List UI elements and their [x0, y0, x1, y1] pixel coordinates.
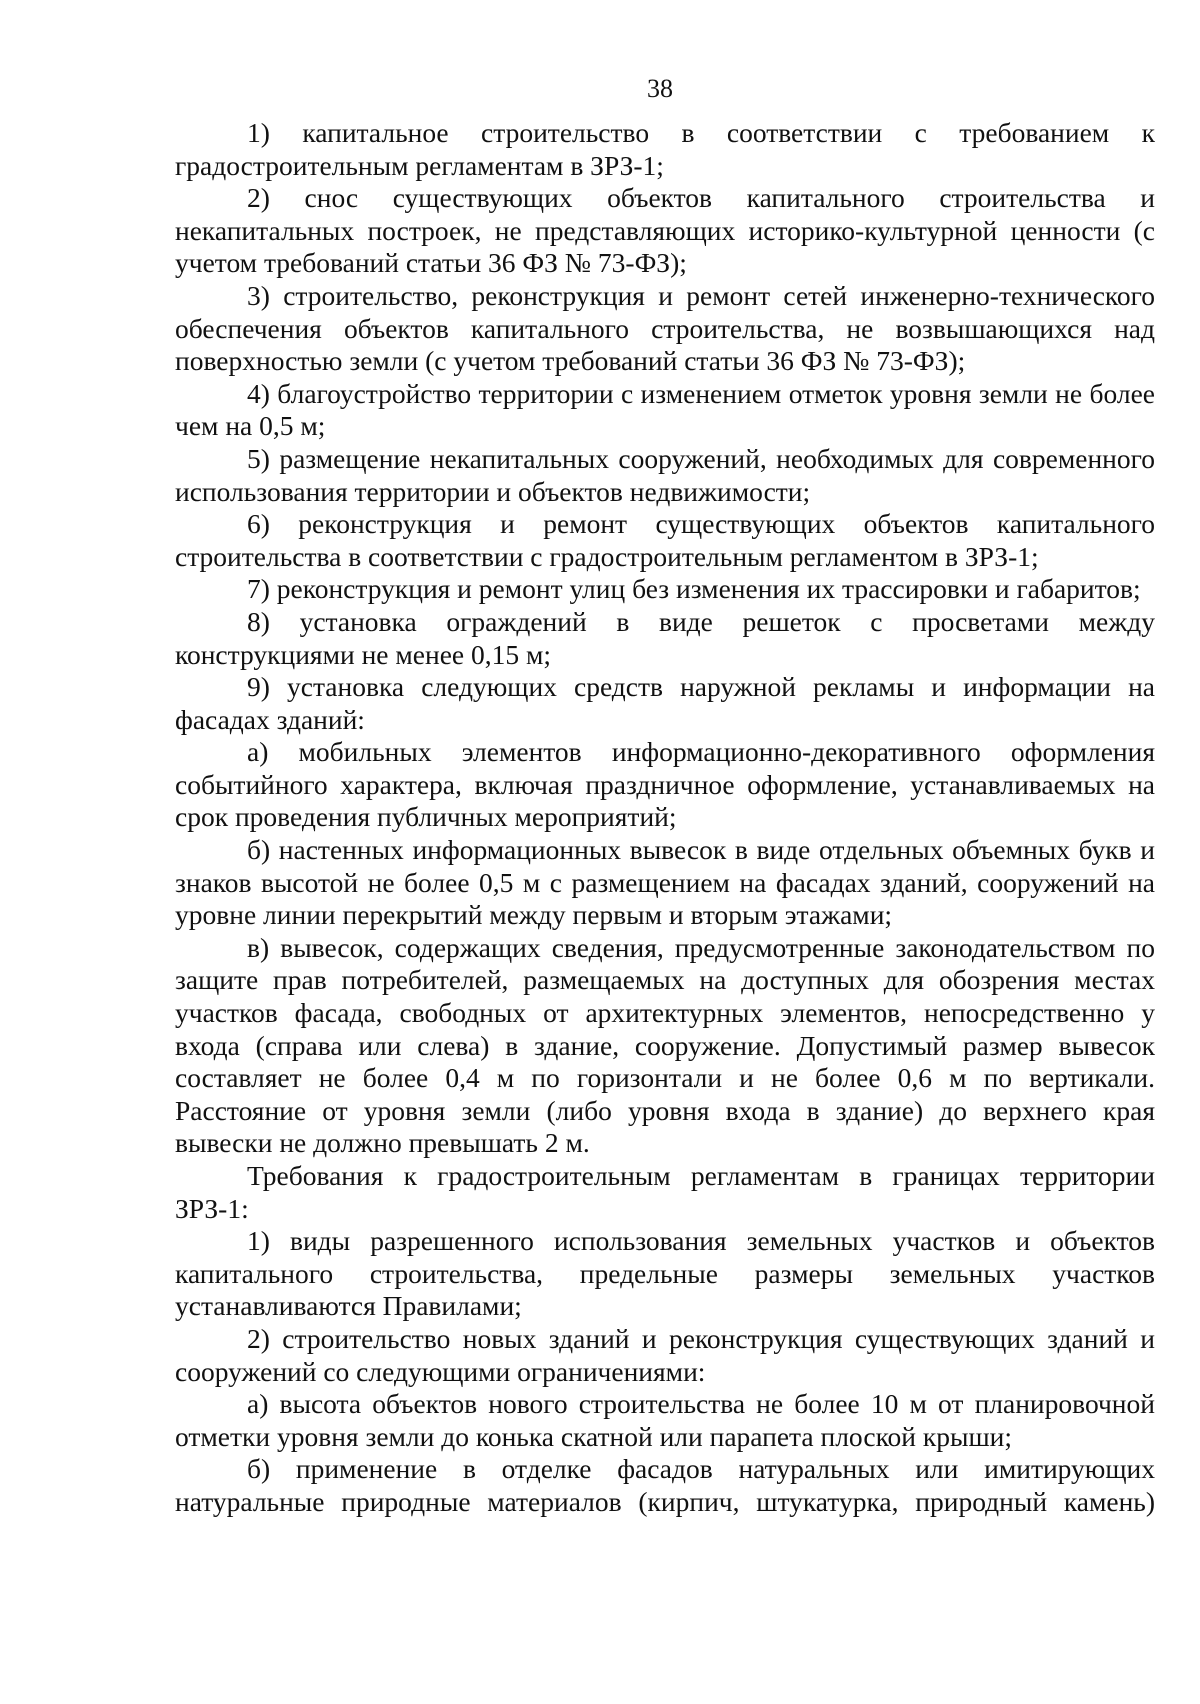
- paragraph-requirements-heading: Требования к градостроительным регламентам в границах территории ЗРЗ-1:: [175, 1160, 1155, 1224]
- paragraph-item-3: 3) строительство, реконструкция и ремонт сетей инженерно-технического обеспечения объектов капитального строительства, не возвышающихся над поверхностью земли (с учетом требований статьи 36 ФЗ № 73-ФЗ);: [175, 279, 1155, 377]
- paragraph-item-4: 4) благоустройство территории с изменением отметок уровня земли не более чем на 0,5 м;: [175, 377, 1155, 442]
- paragraph-requirement-1: 1) виды разрешенного использования земельных участков и объектов капитального строительства, предельные размеры земельных участков устанавливаются Правилами;: [175, 1225, 1155, 1322]
- paragraph-requirement-subitem-b: б) применение в отделке фасадов натуральных или имитирующих натуральные природные материалов (кирпич, штукатурка, природный камень): [175, 1453, 1155, 1517]
- paragraph-item-5: 5) размещение некапитальных сооружений, необходимых для современного использования территории и объектов недвижимости;: [175, 442, 1155, 507]
- paragraph-requirement-subitem-a: а) высота объектов нового строительства не более 10 м от планировочной отметки уровня земли до конька скатной или парапета плоской крыши;: [175, 1388, 1155, 1452]
- paragraph-item-1: 1) капитальное строительство в соответствии с требованием к градостроительным регламентам в ЗРЗ-1;: [175, 117, 1155, 181]
- paragraph-requirement-2: 2) строительство новых зданий и реконструкция существующих зданий и сооружений со следующими ограничениями:: [175, 1322, 1155, 1387]
- paragraph-item-9: 9) установка следующих средств наружной рекламы и информации на фасадах зданий:: [175, 671, 1155, 735]
- paragraph-item-8: 8) установка ограждений в виде решеток с просветами между конструкциями не менее 0,15 м;: [175, 605, 1155, 670]
- paragraph-subitem-v: в) вывесок, содержащих сведения, предусмотренные законодательством по защите прав потребителей, размещаемых на доступных для обозрения местах участков фасада, свободных от архитектурных элементов, непосредственно у входа (справа или слева) в здание, сооружение. Допустимый размер вывесок составляет не более 0,4 м по горизонтали и не более 0,6 м по вертикали. Расстояние от уровня земли (либо уровня входа в здание) до верхнего края вывески не должно превышать 2 м.: [175, 931, 1155, 1159]
- paragraph-item-6: 6) реконструкция и ремонт существующих объектов капитального строительства в соответствии с градостроительным регламентом в ЗРЗ-1;: [175, 508, 1155, 572]
- paragraph-subitem-b: б) настенных информационных вывесок в виде отдельных объемных букв и знаков высотой не более 0,5 м с размещением на фасадах зданий, сооружений на уровне линии перекрытий между первым и вторым этажами;: [175, 834, 1155, 931]
- paragraph-item-2: 2) снос существующих объектов капитального строительства и некапитальных построек, не представляющих историко-культурной ценности (с учетом требований статьи 36 ФЗ № 73-ФЗ);: [175, 182, 1155, 279]
- paragraph-item-7: 7) реконструкция и ремонт улиц без изменения их трассировки и габаритов;: [247, 573, 1141, 605]
- page-number: 38: [647, 74, 673, 103]
- document-body: [175, 117, 1155, 1519]
- paragraph-subitem-a: а) мобильных элементов информационно-декоративного оформления событийного характера, включая праздничное оформление, устанавливаемых на срок проведения публичных мероприятий;: [175, 736, 1155, 833]
